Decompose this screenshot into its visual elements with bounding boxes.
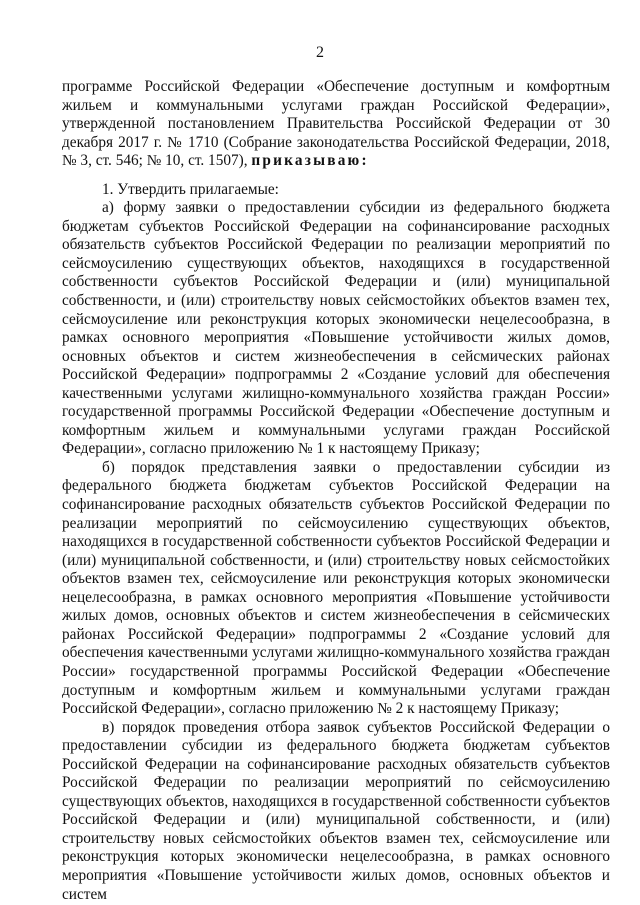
item-v: в) порядок проведения отбора заявок субъектов Российской Федерации о предоставлении субсидии из федерального бюджета бюджетам субъектов Российской Федерации на софинансирование расходных обязательств субъектов Российской Федерации по реализации мероприятий по сейсмоусилению существующих объектов, находящихся в государственной собственности субъектов Российской Федерации и (или) муниципальной собственности, и (или) строительству новых сейсмостойких объектов взамен тех, сейсмоусиление или реконструкция которых экономически нецелесообразна, в рамках основного мероприятия «Повышение устойчивости жилых домов, основных объектов и систем bbox=[62, 718, 610, 903]
intro-text: программе Российской Федерации «Обеспечение доступным и комфортным жильем и коммунальными услугами граждан Российской Федерации», утвержденной постановлением Правительства Российской Федерации от 30 декабря 2017 г. № 1710 (Собрание законодательства Российской Федерации, 2018, № 3, ст. 546; № 10, ст. 1507), bbox=[62, 78, 610, 170]
item-a: а) форму заявки о предоставлении субсидии из федерального бюджета бюджетам субъектов Российской Федерации на софинансирование расходных обязательств субъектов Российской Федерации по реализации мероприятий по сейсмоусилению существующих объектов, находящихся в государственной собственности субъектов Российской Федерации и (или) муниципальной собственности, и (или) строительству новых сейсмостойких объектов взамен тех, сейсмоусиление или реконструкция которых экономически нецелесообразна, в рамках основного мероприятия «Повышение устойчивости жилых домов, основных объектов и систем жизнеобеспечения в сейсмических районах Российской Федерации» подпрограммы 2 «Создание условий для обеспечения качественными услугами жилищно-коммунального хозяйства граждан России» государственной программы Российской Федерации «Обеспечение доступным и комфортным жильем и коммунальными услугами граждан Российской Федерации», согласно приложению № 1 к настоящему Приказу; bbox=[62, 199, 610, 458]
item-1: 1. Утвердить прилагаемые: bbox=[102, 180, 279, 198]
order-command: приказываю: bbox=[251, 152, 369, 170]
document-body bbox=[62, 78, 610, 904]
item-b: б) порядок представления заявки о предоставлении субсидии из федерального бюджета бюджетам субъектов Российской Федерации на софинансирование расходных обязательств субъектов Российской Федерации по реализации мероприятий по сейсмоусилению существующих объектов, находящихся в государственной собственности субъектов Российской Федерации и (или) муниципальной собственности, и (или) строительству новых сейсмостойких объектов взамен тех, сейсмоусиление или реконструкция которых экономически нецелесообразна, в рамках основного мероприятия «Повышение устойчивости жилых домов, основных объектов и систем жизнеобеспечения в сейсмических районах Российской Федерации» подпрограммы 2 «Создание условий для обеспечения качественными услугами жилищно-коммунального хозяйства граждан России» государственной программы Российской Федерации «Обеспечение доступным и комфортным жильем и коммунальными услугами граждан Российской Федерации», согласно приложению № 2 к настоящему Приказу; bbox=[62, 458, 610, 718]
intro-paragraph bbox=[62, 78, 610, 171]
page-number: 2 bbox=[316, 44, 324, 61]
